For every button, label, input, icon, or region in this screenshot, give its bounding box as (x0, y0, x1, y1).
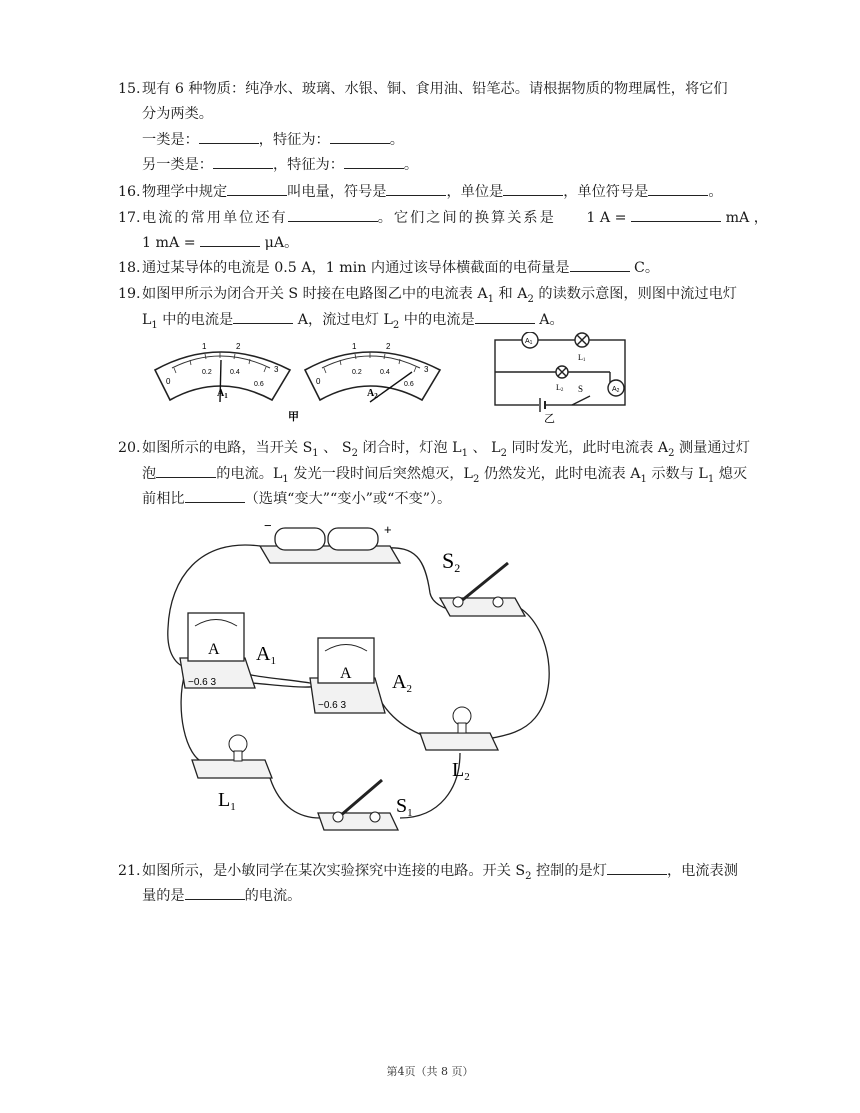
tick-label: 0.4 (230, 369, 240, 376)
text: A，流过电灯 L (293, 312, 393, 328)
question-15 (118, 77, 768, 177)
text: 同时发光，此时电流表 A (506, 440, 669, 456)
text: 测量通过灯 (674, 440, 750, 456)
tick-label: 0 (316, 377, 321, 386)
lamp-l2 (420, 707, 498, 783)
question-21 (118, 858, 768, 908)
text: 中的电流是 (399, 312, 475, 328)
ammeter-a2-label: A (392, 671, 407, 693)
circuit-a2-label: A (612, 386, 617, 393)
battery (260, 518, 400, 563)
text: 。 (403, 157, 419, 173)
text: 的电流。L (216, 466, 283, 482)
subscript: 1 (151, 319, 158, 331)
answer-blank[interactable] (503, 179, 563, 196)
subscript: 1 (312, 447, 319, 459)
answer-blank[interactable] (288, 205, 378, 222)
ammeter-a2 (310, 638, 412, 713)
text: C。 (634, 260, 660, 276)
answer-blank[interactable] (200, 230, 260, 247)
tick-label: 0.2 (202, 369, 212, 376)
text: 控制的是灯 (531, 863, 607, 879)
question-text: 分为两类。 (142, 106, 213, 122)
meter-letter: A (208, 641, 220, 658)
lamp-l1 (192, 735, 272, 813)
answer-blank[interactable] (185, 883, 245, 900)
subscript: 2 (454, 561, 461, 575)
text: 如图所示的电路，当开关 S (142, 440, 313, 456)
question-19 (118, 282, 768, 332)
text: 示数与 L (646, 466, 708, 482)
question-number: 16. (118, 184, 141, 200)
subscript: 1 (224, 392, 228, 400)
lamp-l1-label: L (218, 789, 231, 811)
tick-label: 2 (386, 342, 391, 351)
subscript: 1 (270, 655, 276, 667)
subscript: 2 (527, 293, 534, 305)
text: L (142, 312, 152, 328)
text: ，特征为： (272, 157, 344, 173)
subscript: 2 (616, 388, 620, 394)
text: 、 S (318, 440, 352, 456)
subscript: 1 (487, 293, 494, 305)
circuit-s-label: S (578, 384, 584, 394)
question-17 (118, 205, 768, 255)
question-20 (118, 436, 768, 511)
switch-s1 (318, 780, 413, 830)
text: 的电流。 (244, 888, 302, 904)
answer-blank[interactable] (199, 127, 259, 144)
meter-label: A (367, 388, 375, 399)
terminal-labels: −0.6 3 (318, 700, 347, 711)
switch-s2 (440, 548, 525, 616)
text: 物理学中规定 (142, 184, 228, 200)
answer-blank[interactable] (233, 307, 293, 324)
switch-s2-label: S (442, 548, 455, 573)
subscript: 2 (668, 447, 675, 459)
tick-label: 2 (236, 342, 241, 351)
text: 熄灭 (714, 466, 748, 482)
circuit-l2-label: L (556, 383, 561, 392)
subscript: 2 (464, 771, 470, 783)
question-number: 17. (118, 210, 141, 226)
question-number: 15. (118, 81, 141, 97)
subscript: 2 (560, 388, 564, 393)
question-text: 现有 6 种物质：纯净水、玻璃、水银、铜、食用油、铅笔芯。请根据物质的物理属性，将它们 (142, 81, 728, 97)
subscript: 2 (500, 447, 507, 459)
meter-letter: A (340, 665, 352, 682)
question-18 (118, 255, 768, 280)
terminal-labels: −0.6 3 (188, 677, 217, 688)
text: μA。 (264, 235, 299, 251)
subscript: 1 (529, 340, 533, 346)
text: 1 mA = (142, 235, 196, 251)
text: 电流的常用单位还有 (142, 210, 288, 226)
text: 量的是 (142, 888, 185, 904)
svg-text:L1 (578, 353, 586, 363)
question-number: 20. (118, 440, 141, 456)
text: 1 A = (586, 210, 627, 226)
subscript: 1 (640, 473, 647, 485)
subscript: 2 (406, 683, 412, 695)
text: ，特征为： (258, 132, 330, 148)
svg-text:L2 (452, 759, 470, 783)
text: 。 (389, 132, 404, 148)
svg-text:A1 (256, 643, 276, 667)
text: 一类是： (142, 132, 199, 148)
svg-text:A2 (392, 671, 412, 695)
figure-label-yi: 乙 (544, 412, 555, 425)
text: 的读数示意图，则图中流过电灯 (533, 286, 737, 302)
text: 中的电流是 (157, 312, 234, 328)
text: 通过某导体的电流是 0.5 A，1 min 内通过该导体横截面的电荷量是 (142, 260, 570, 276)
text: 。 (708, 184, 723, 200)
circuit-diagram-yi (495, 332, 625, 412)
svg-text:A1 (217, 388, 228, 400)
text: 和 A (494, 286, 528, 302)
subscript: 1 (707, 473, 715, 485)
svg-text:S2 (442, 548, 460, 575)
answer-blank[interactable] (156, 461, 216, 478)
subscript: 1 (461, 447, 468, 459)
text: 、 L (467, 440, 501, 456)
tick-label: 3 (424, 365, 429, 374)
answer-blank[interactable] (330, 127, 390, 144)
battery-plus-label: + (384, 522, 392, 537)
tick-label: 3 (274, 365, 279, 374)
svg-text:S1 (396, 795, 413, 819)
subscript: 2 (472, 473, 480, 485)
answer-blank[interactable] (570, 255, 630, 272)
lamp-l2-label: L (452, 759, 465, 781)
ammeter-a1-label: A (256, 643, 271, 665)
ammeter-dial-a1 (155, 342, 290, 402)
text: 另一类是： (142, 157, 213, 173)
svg-text:A1 (525, 338, 533, 346)
answer-blank[interactable] (631, 205, 721, 222)
figure-label-jia: 甲 (288, 410, 299, 423)
circuit-l1-label: L (578, 353, 583, 362)
question-number: 18. (118, 260, 141, 276)
text: ，单位是 (446, 184, 504, 200)
subscript: 1 (282, 473, 289, 485)
subscript: 1 (230, 801, 236, 813)
answer-blank[interactable] (386, 179, 446, 196)
meter-label: A (217, 388, 225, 399)
switch-s1-label: S (396, 795, 408, 817)
answer-blank[interactable] (475, 307, 535, 324)
page-footer: 第4页（共 8 页） (386, 1065, 474, 1078)
question-number: 21. (118, 863, 141, 879)
question-number: 19. (118, 286, 141, 302)
text: 前相比 (142, 491, 185, 507)
tick-label: 0.4 (380, 369, 390, 376)
tick-label: 0.2 (352, 369, 362, 376)
subscript: 1 (582, 358, 586, 363)
ammeter-dial-a2 (305, 342, 440, 402)
tick-label: 0 (166, 377, 171, 386)
text: 。它们之间的换算关系是 (377, 210, 556, 226)
text: （选填“变大”“变小”或“不变”）。 (244, 491, 452, 507)
svg-text:L2 (556, 383, 564, 393)
subscript: 2 (374, 392, 378, 400)
circuit-a1-label: A (525, 338, 530, 345)
answer-blank[interactable] (648, 179, 708, 196)
text: ，电流表测 (666, 863, 738, 879)
answer-blank[interactable] (227, 179, 287, 196)
text: mA ， (725, 210, 768, 226)
answer-blank[interactable] (607, 858, 667, 875)
subscript: 1 (407, 807, 413, 819)
tick-label: 1 (202, 342, 207, 351)
svg-text:L1 (218, 789, 236, 813)
text: ，单位符号是 (563, 184, 649, 200)
answer-blank[interactable] (344, 152, 404, 169)
tick-label: 0.6 (254, 381, 264, 388)
svg-text:A2 (367, 388, 378, 400)
figure-19 (150, 332, 640, 427)
question-16 (118, 179, 768, 204)
text: 叫电量，符号是 (287, 184, 387, 200)
text: A。 (534, 312, 564, 328)
answer-blank[interactable] (185, 486, 245, 503)
text: 发光一段时间后突然熄灭，L (288, 466, 473, 482)
answer-blank[interactable] (213, 152, 273, 169)
subscript: 2 (351, 447, 358, 459)
svg-text:A2 (612, 386, 620, 394)
figure-20 (160, 518, 560, 850)
text: 仍然发光，此时电流表 A (479, 466, 641, 482)
tick-label: 0.6 (404, 381, 414, 388)
text: 闭合时，灯泡 L (357, 440, 462, 456)
battery-minus-label: − (264, 518, 272, 533)
text: 如图甲所示为闭合开关 S 时接在电路图乙中的电流表 A (142, 286, 488, 302)
text: 泡 (142, 466, 157, 482)
text: 如图所示，是小敏同学在某次实验探究中连接的电路。开关 S (142, 863, 526, 879)
subscript: 2 (392, 319, 400, 331)
tick-label: 1 (352, 342, 357, 351)
subscript: 2 (525, 870, 532, 882)
